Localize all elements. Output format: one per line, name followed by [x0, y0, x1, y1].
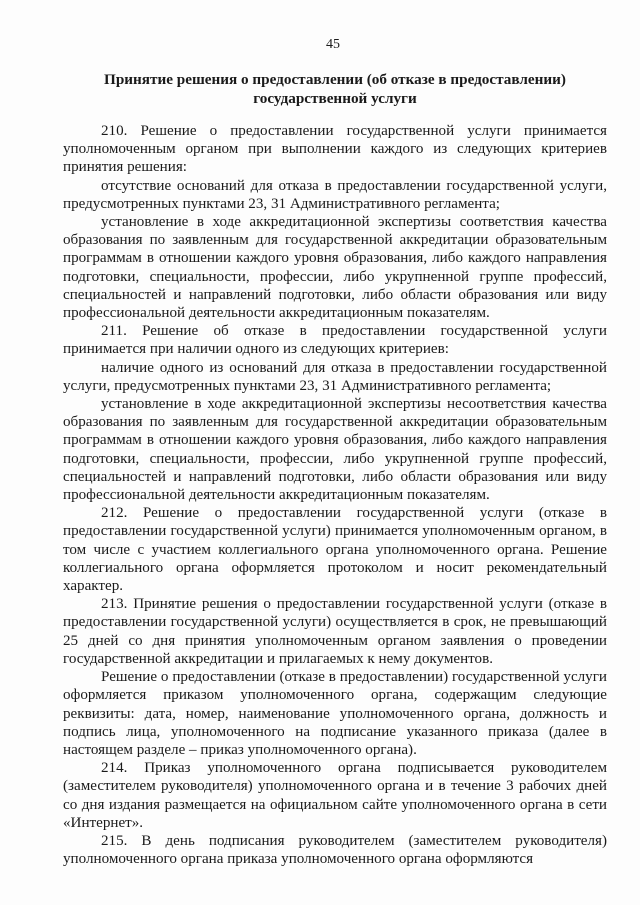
paragraph-210: 210. Решение о предоставлении государственной услуги принимается уполномоченным органом при выполнении каждого из следующих критериев принятия решения: — [63, 123, 607, 176]
paragraph-214: 214. Приказ уполномоченного органа подписывается руководителем (заместителем руководителя) уполномоченного органа и в течение 3 рабочих дней со дня издания размещается на официальном сайте уполномоченного органа в сети «Интернет». — [63, 760, 607, 831]
document-body — [63, 122, 607, 868]
paragraph-210-criterion-2: установление в ходе аккредитационной экспертизы соответствия качества образования по заявленным для государственной аккредитации образовательным программам в отношении каждого уровня образования, либо каждого направления подготовки, специальности, профессии, либо укрупненной группе профессий, специальностей и направлений подготовки, либо области образования или виду профессиональной деятельности аккредитационным показателям. — [63, 214, 607, 322]
paragraph-213-order: Решение о предоставлении (отказе в предоставлении) государственной услуги оформляется приказом уполномоченного органа, содержащим следующие реквизиты: дата, номер, наименование уполномоченного органа, должность и подпись лица, уполномоченного на подписание указанного приказа (далее в настоящем разделе – приказ уполномоченного органа). — [63, 669, 607, 758]
paragraph-211-criterion-2: установление в ходе аккредитационной экспертизы несоответствия качества образования по заявленным для государственной аккредитации образовательным программам в отношении каждого уровня образования, либо каждого направления подготовки, специальности, профессии, либо укрупненной группе профессий, специальностей и направлений подготовки, либо области образования или виду профессиональной деятельности аккредитационным показателям. — [63, 396, 607, 504]
section-title: Принятие решения о предоставлении (об отказе в предоставлении) государственной услуги — [104, 71, 566, 107]
paragraph-215: 215. В день подписания руководителем (заместителем руководителя) уполномоченного органа приказа уполномоченного органа оформляются — [63, 832, 607, 868]
paragraph-211: 211. Решение об отказе в предоставлении государственной услуги принимается при наличии одного из следующих критериев: — [63, 323, 607, 358]
paragraph-212: 212. Решение о предоставлении государственной услуги (отказе в предоставлении государственной услуги) принимается уполномоченным органом, в том числе с участием коллегиального органа уполномоченного органа. Решение коллегиального органа оформляется протоколом и носит рекомендательный характер. — [63, 505, 607, 595]
page-number: 45 — [326, 37, 340, 52]
paragraph-211-criterion-1: наличие одного из оснований для отказа в предоставлении государственной услуги, предусмотренных пунктами 23, 31 Административного регламента; — [63, 359, 607, 394]
paragraph-210-criterion-1: отсутствие оснований для отказа в предоставлении государственной услуги, предусмотренных пунктами 23, 31 Административного регламента; — [63, 177, 607, 212]
paragraph-213: 213. Принятие решения о предоставлении государственной услуги (отказе в предоставлении государственной услуги) осуществляется в срок, не превышающий 25 дней со дня принятия уполномоченным органом заявления о проведении государственной аккредитации и прилагаемых к нему документов. — [63, 596, 607, 667]
